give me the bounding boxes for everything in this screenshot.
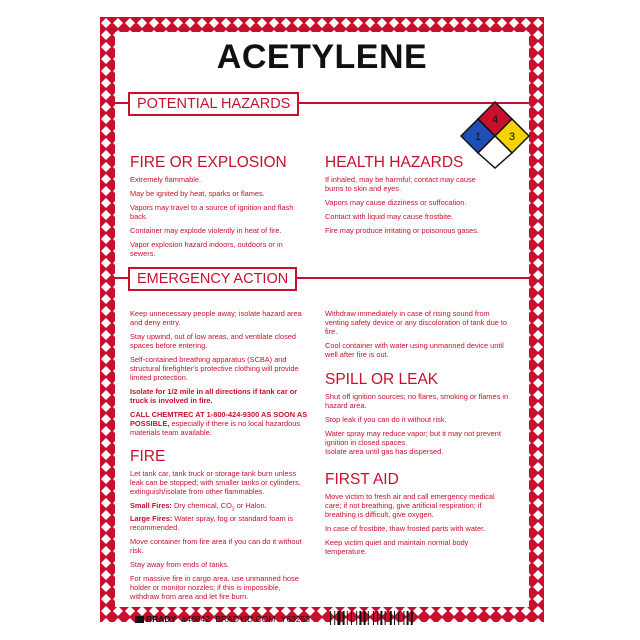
part-number: #48842 [181, 614, 210, 624]
barcode-bar [343, 611, 345, 625]
section-potential-hazards: POTENTIAL HAZARDS [128, 92, 299, 116]
barcode-bar [398, 611, 399, 625]
barcode-bar [373, 611, 374, 625]
website: BRADYID.COM [215, 614, 276, 624]
emergency-left-list [130, 309, 310, 442]
emergency-right-list [325, 309, 510, 364]
spill-or-leak-list [325, 392, 510, 461]
barcode-bar [385, 611, 386, 625]
isolate-notice: Isolate for 1/2 mile in all directions if tank car or truck is involved in fire. [130, 387, 298, 405]
flammability-rating: 4 [491, 114, 499, 126]
barcode-bar [403, 611, 404, 625]
list-item: Cool container with water using unmanned device until well after fire is out. [325, 341, 504, 359]
list-item: Shut off ignition sources; no flares, smoking or flames in hazard area. [325, 392, 509, 410]
barcode-bar [377, 611, 378, 625]
list-item: Extremely flammable. [130, 175, 202, 184]
chemtrec-rest: especially if there is no local hazardous materials team available. [130, 419, 301, 437]
list-item: Water spray may reduce vapor; but it may not prevent ignition in closed spaces. [325, 429, 501, 447]
large-fires [130, 514, 310, 532]
nfpa-diamond [460, 100, 530, 170]
barcode-bar [380, 611, 382, 625]
small-fires-text: Dry chemical, CO [171, 501, 232, 510]
list-item: Stay away from ends of tanks. [130, 560, 229, 570]
list-item: Vapors may cause dizziness or suffocation. [325, 198, 467, 207]
list-item: Self-contained breathing apparatus (SCBA) and structural firefighter's protective clothing will provide limited protection. [130, 355, 299, 382]
list-item: Stop leak if you can do it without risk. [325, 415, 447, 424]
list-item: Container may explode violently in heat of fire. [130, 226, 282, 235]
health-hazards-heading: HEALTH HAZARDS [325, 154, 464, 171]
fire-or-explosion-heading: FIRE OR EXPLOSION [130, 154, 287, 171]
barcode-bar [330, 611, 331, 625]
barcode-bar [364, 611, 366, 625]
large-fires-text: Water spray, fog or standard foam is recommended. [130, 514, 294, 533]
list-item: Isolate area until gas has dispersed. [325, 447, 444, 456]
list-item: In case of frostbite, thaw frosted parts with water. [325, 524, 486, 533]
brady-logo [135, 616, 144, 623]
barcode-bar [351, 611, 352, 625]
list-item: Let tank car, tank truck or storage tank burn unless leak can be stopped; with smaller tanks or cylinders, extinguish/isolate from other flammables. [130, 469, 301, 496]
instability-rating: 3 [508, 131, 516, 143]
list-item: Move victim to fresh air and call emergency medical care; if not breathing, give artificial respiration; if breathing is difficult, give oxygen. [325, 492, 495, 519]
sign-title: ACETYLENE [216, 38, 428, 76]
list-item: If inhaled, may be harmful; contact may cause burns to skin and eyes. [325, 175, 476, 193]
list-item: Move container from fire area if you can do it without risk. [130, 537, 302, 556]
spill-or-leak-heading: SPILL OR LEAK [325, 371, 439, 388]
barcode-bar [337, 611, 340, 625]
barcode-bar [368, 611, 369, 625]
list-item: Vapor explosion hazard indoors, outdoors or in sewers. [130, 240, 283, 258]
fire-list [130, 469, 310, 606]
barcode-bar [394, 611, 395, 625]
chemtrec-bold: CALL CHEMTREC AT 1-800-424-9300 AS SOON AS POSSIBLE, [130, 410, 308, 428]
extinguish-agents [130, 501, 310, 514]
list-item: Keep victim quiet and maintain normal body temperature. [325, 538, 469, 556]
health-rating: 1 [474, 131, 482, 143]
small-fires-tail: or Halon. [234, 501, 267, 510]
chemtrec-notice [130, 410, 310, 437]
list-item: Fire may produce irritating or poisonous gases. [325, 226, 480, 235]
list-item: For massive fire in cargo area, use unmanned hose holder or monitor nozzles; if this is impossible, withdraw from area and let fire burn. [130, 574, 299, 602]
sign-body [115, 32, 529, 624]
list-item: Vapors may travel to a source of ignition and flash back. [130, 203, 294, 221]
co2-subscript: 2 [231, 506, 235, 513]
brand-name: BRADY [146, 614, 177, 624]
list-item: May be ignited by heat, sparks or flames. [130, 189, 265, 198]
list-item: Withdraw immediately in case of rising sound from venting safety device or any discoloration of tank due to fire. [325, 309, 508, 336]
product-code: Y63253 [280, 614, 311, 624]
sign-footer [135, 614, 310, 624]
barcode-bar [347, 611, 348, 625]
large-fires-label: Large Fires: [130, 514, 173, 524]
list-item: Stay upwind, out of low areas, and ventilate closed spaces before entering. [130, 332, 296, 350]
first-aid-list [325, 492, 510, 561]
barcode-bar [407, 611, 409, 625]
fire-or-explosion-list [130, 175, 300, 263]
first-aid-heading: FIRST AID [325, 471, 399, 488]
barcode-bar [359, 611, 361, 625]
barcode-bar [356, 611, 357, 625]
barcode-bar [334, 611, 335, 625]
section-emergency-action: EMERGENCY ACTION [128, 267, 297, 291]
barcode-bar [390, 611, 392, 625]
fire-heading: FIRE [130, 448, 166, 465]
list-item: Contact with liquid may cause frostbite. [325, 212, 454, 221]
barcode-bar [411, 611, 413, 625]
small-fires-label: Small Fires: [130, 501, 172, 510]
safety-sign [100, 17, 544, 622]
list-item: Keep unnecessary people away; isolate hazard area and deny entry. [130, 309, 302, 327]
health-hazards-list [325, 175, 495, 240]
barcode [330, 611, 435, 625]
